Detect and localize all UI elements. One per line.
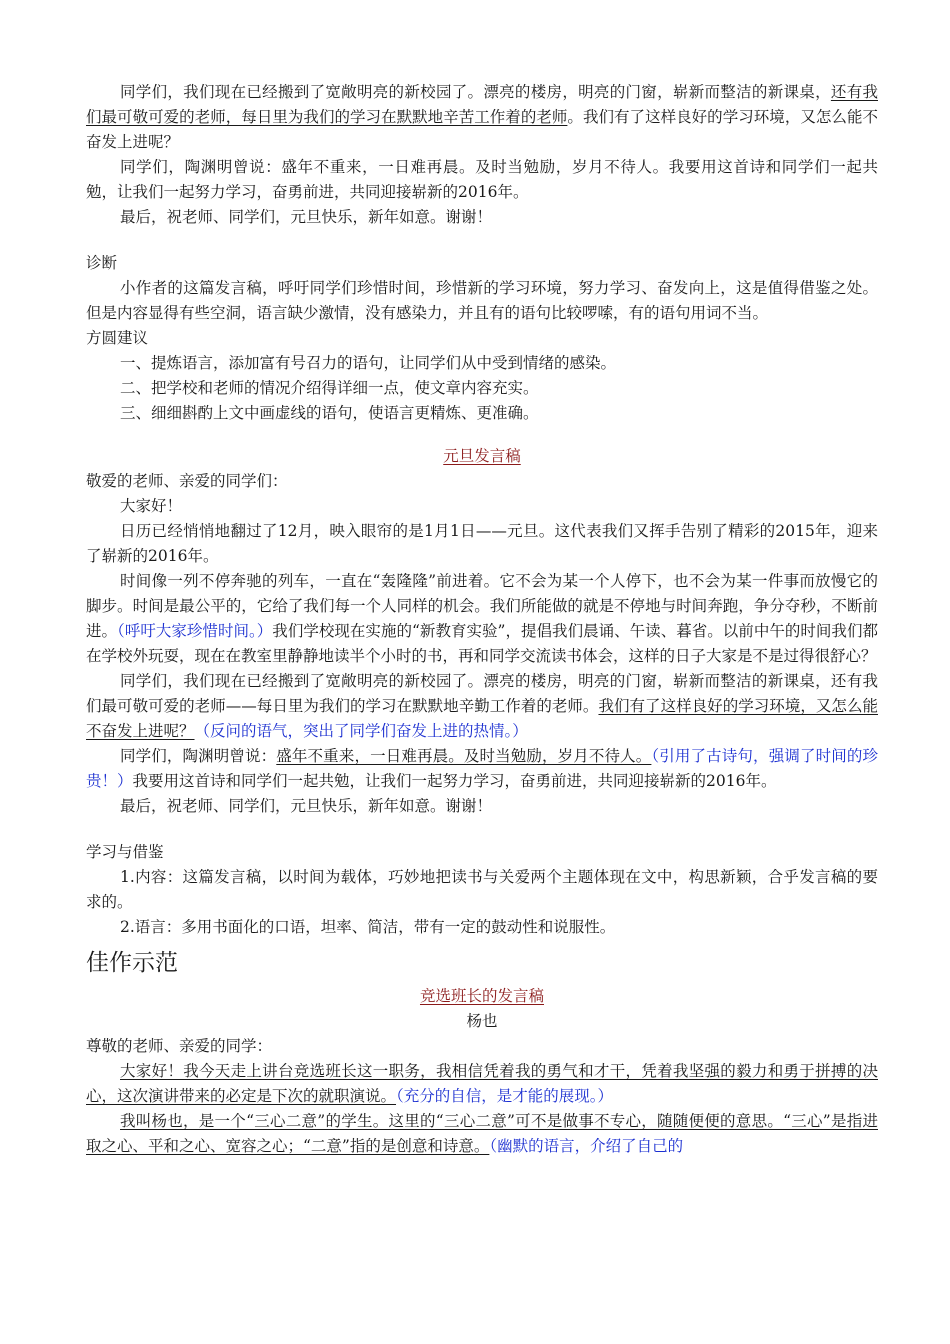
- annotation-note: （幽默的语言，介绍了自己的: [489, 1137, 684, 1155]
- revised-title-row: [86, 444, 878, 469]
- learning-item: 1.内容：这篇发言稿，以时间为载体，巧妙地把读书与关爱两个主题体现在文中，构思新颖，合乎发言稿的要求的。: [86, 868, 878, 911]
- text-segment: 我们学校现在实施的“新教育实验”，提倡我们晨诵、午读、暮省。以前中午的时间我们都在学校外玩耍，现在在教室里静静地读半个小时的书，再和同学交流读书体会，这样的日子大家是不是过得很舒心？: [86, 622, 878, 665]
- underlined-sentence: 大家好！我今天走上讲台竞选班长这一职务，我相信凭着我的勇气和才干，凭着我坚强的毅力和勇于拼搏的决心，这次演讲带来的必定是下次的就职演说。: [86, 1062, 878, 1105]
- model-title: 竞选班长的发言稿: [419, 987, 544, 1005]
- document-page: [86, 80, 878, 1159]
- revised-greeting: 敬爱的老师、亲爱的同学们：: [86, 472, 288, 490]
- suggestions-heading: 方圆建议: [86, 329, 149, 347]
- model-paragraph-intro: [86, 1059, 878, 1109]
- suggestion-item: 一、提炼语言，添加富有号召力的语句，让同学们从中受到情绪的感染。: [120, 354, 617, 372]
- text-segment: 同学们，陶渊明曾说：: [120, 747, 277, 765]
- draft-paragraph-poem: 同学们，陶渊明曾说：盛年不重来，一日难再晨。及时当勉励，岁月不待人。我要用这首诗和同学们一起共勉，让我们一起努力学习，奋勇前进，共同迎接崭新的2016年。: [86, 158, 878, 201]
- underlined-sentence: 我叫杨也，是一个“三心二意”的学生。这里的“三心二意”可不是做事不专心，随随便便的意思。“三心”是指进取之心、平和之心、宽容之心；“二意”指的是创意和诗意。: [86, 1112, 878, 1155]
- underlined-sentence: 我们有了这样良好的学习环境，又怎么能不奋发上进呢？: [86, 697, 878, 740]
- suggestion-item: 二、把学校和老师的情况介绍得详细一点，使文章内容充实。: [120, 379, 539, 397]
- diagnosis-text: 小作者的这篇发言稿，呼吁同学们珍惜时间，珍惜新的学习环境，努力学习、奋发向上，这是值得借鉴之处。但是内容显得有些空洞，语言缺少激情，没有感染力，并且有的语句比较啰嗦，有的语句用词不当。: [86, 279, 878, 322]
- revised-hello: 大家好！: [120, 497, 183, 515]
- section-title: 佳作示范: [86, 950, 178, 976]
- learning-item: 2.语言：多用书面化的口语，坦率、简洁，带有一定的鼓动性和说服性。: [120, 918, 616, 936]
- text-segment: 时间像一列不停奔驰的列车，一直在“轰隆隆”前进着。它不会为某一个人停下，也不会为某一件事而放慢它的脚步。时间是最公平的，它给了我们每一个人同样的机会。我们所能做的就是不停地与时间奔跑，争分夺秒，不断前进。: [86, 572, 878, 640]
- annotation-note: （充分的自信，是才能的展现。）: [396, 1087, 614, 1105]
- model-greeting: 尊敬的老师、亲爱的同学：: [86, 1037, 273, 1055]
- text-segment: 同学们，我们现在已经搬到了宽敞明亮的新校园了。漂亮的楼房，明亮的门窗，崭新而整洁的新课桌，还有我们最可敬可爱的老师——每日里为我们的学习在默默地辛勤工作着的老师。: [86, 672, 878, 715]
- draft-paragraph-closing: 最后，祝老师、同学们，元旦快乐，新年如意。谢谢！: [120, 208, 493, 226]
- revised-paragraph-time: [86, 569, 878, 669]
- learning-heading: 学习与借鉴: [86, 843, 164, 861]
- annotation-note: （引用了古诗句，强调了时间的珍贵！）: [86, 747, 878, 790]
- annotation-note: （呼吁大家珍惜时间。）: [117, 622, 273, 640]
- annotation-note: （反问的语气，突出了同学们奋发上进的热情。）: [194, 722, 528, 740]
- draft-paragraph-campus: [86, 80, 878, 155]
- text-segment: 同学们，我们现在已经搬到了宽敞明亮的新校园了。漂亮的楼房，明亮的门窗，崭新而整洁的新课桌，: [120, 83, 831, 101]
- revised-paragraph-date: 日历已经悄悄地翻过了12月，映入眼帘的是1月1日——元旦。这代表我们又挥手告别了精彩的2015年，迎来了崭新的2016年。: [86, 522, 878, 565]
- revised-title: 元旦发言稿: [443, 447, 521, 465]
- revised-paragraph-closing: 最后，祝老师、同学们，元旦快乐，新年如意。谢谢！: [120, 797, 493, 815]
- underlined-sentence: 盛年不重来，一日难再晨。及时当勉励，岁月不待人。: [276, 747, 652, 765]
- diagnosis-heading: 诊断: [86, 254, 118, 272]
- model-author: 杨也: [466, 1012, 498, 1030]
- revised-paragraph-campus: [86, 669, 878, 744]
- model-paragraph-self: [86, 1109, 878, 1159]
- text-segment: 我要用这首诗和同学们一起共勉，让我们一起努力学习，奋勇前进，共同迎接崭新的2016年。: [132, 772, 777, 790]
- revised-paragraph-poem: [86, 744, 878, 794]
- model-title-row: [86, 984, 878, 1009]
- text-segment: 。我们有了这样良好的学习环境，又怎么能不奋发上进呢？: [86, 108, 878, 151]
- dashed-sentence: 还有我们最可敬可爱的老师，每日里为我们的学习在默默地辛苦工作着的老师: [86, 83, 878, 126]
- suggestion-item: 三、细细斟酌上文中画虚线的语句，使语言更精炼、更准确。: [120, 404, 539, 422]
